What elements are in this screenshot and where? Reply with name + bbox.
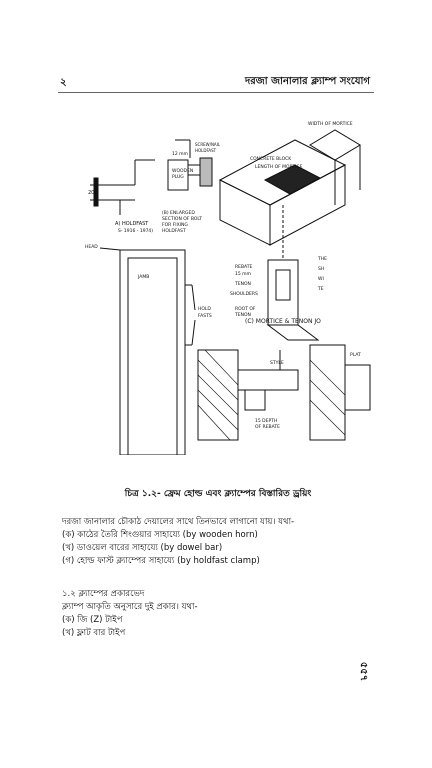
svg-text:(B) ENLARGED: (B) ENLARGED <box>162 211 195 216</box>
svg-text:ROOT OF: ROOT OF <box>235 307 256 312</box>
svg-text:WI: WI <box>318 277 324 282</box>
svg-text:15 DEPTH: 15 DEPTH <box>255 419 278 424</box>
svg-text:TENON: TENON <box>235 282 251 287</box>
svg-text:JAMB: JAMB <box>138 275 150 280</box>
body-text <box>62 516 382 640</box>
svg-text:200: 200 <box>88 190 98 196</box>
svg-text:THE: THE <box>318 257 327 262</box>
list-item: (খ) ডাওয়েল বারের সাহায্যে (by dowel bar) <box>62 543 223 553</box>
svg-text:12 mm: 12 mm <box>172 152 188 157</box>
svg-text:HOLD: HOLD <box>198 307 211 312</box>
footer-page-code: ৫৫৭ <box>357 661 369 682</box>
page-number: ২ <box>60 77 67 88</box>
svg-text:PLUG: PLUG <box>172 175 184 180</box>
svg-text:15 mm: 15 mm <box>235 272 251 277</box>
technical-figure <box>80 110 380 455</box>
list-item: (ক) কাঠের তৈরি শিংগুয়ার সাহায্যে (by wooden horn) <box>62 530 258 540</box>
svg-text:WIDTH OF MORTICE: WIDTH OF MORTICE <box>308 122 353 127</box>
holdfast-drawing <box>88 160 155 234</box>
list-item: (গ) হোল্ড ফাস্ট ক্ল্যাম্পের সাহায্যে (by holdfast clamp) <box>62 556 260 566</box>
svg-text:LENGTH OF MORTICE: LENGTH OF MORTICE <box>255 165 303 170</box>
figure-caption: চিত্র ১.২- ফ্রেম হোল্ড এবং ক্ল্যাম্পের বিস্তারিত ড্রয়িং <box>124 489 312 499</box>
svg-text:FASTS: FASTS <box>198 314 212 319</box>
svg-text:FOR FIXING: FOR FIXING <box>162 223 188 228</box>
svg-text:SHOULDERS: SHOULDERS <box>230 292 258 297</box>
svg-text:HOLDFAST: HOLDFAST <box>195 148 217 153</box>
svg-text:SECTION OF BOLT: SECTION OF BOLT <box>162 217 203 222</box>
svg-text:REBATE: REBATE <box>235 265 253 270</box>
type-item: (ক) জি (Z) টাইপ <box>62 615 123 625</box>
header-title: দরজা জানালার ক্ল্যাম্প সংযোগ <box>245 76 370 87</box>
svg-text:A) HOLDFAST: A) HOLDFAST <box>115 221 149 227</box>
svg-text:OF REBATE: OF REBATE <box>255 425 280 430</box>
svg-text:HEAD: HEAD <box>85 245 98 250</box>
svg-text:CONCRETE BLOCK: CONCRETE BLOCK <box>250 157 292 162</box>
svg-text:SCREW/NAIL: SCREW/NAIL <box>195 142 221 147</box>
svg-text:SH: SH <box>318 267 325 272</box>
door-frame-drawing <box>85 244 212 455</box>
type-item: (খ) ফ্লাট বার টাইপ <box>62 628 126 638</box>
section-details-drawing <box>198 345 370 440</box>
svg-text:STYLE: STYLE <box>270 361 284 366</box>
svg-text:(C) MORTICE & TENON JO: (C) MORTICE & TENON JO <box>245 318 321 325</box>
intro-line: দরজা জানালার চৌকাঠ দেয়ালের সাথে তিনভাবে লাগানো যায়। যথা- <box>62 517 295 527</box>
svg-text:WOODEN: WOODEN <box>172 169 194 174</box>
svg-text:TE: TE <box>318 287 324 292</box>
section-title: ১.২ ক্ল্যাম্পের প্রকারভেদ <box>62 589 145 599</box>
header-rule <box>58 92 374 93</box>
svg-text:TENON: TENON <box>235 313 251 318</box>
svg-text:S- 1916 - 1974): S- 1916 - 1974) <box>118 229 154 234</box>
svg-text:HOLDFAST: HOLDFAST <box>162 229 186 234</box>
enlarged-section-drawing <box>162 140 221 234</box>
section-intro: ক্ল্যাম্প আকৃতি অনুসারে দুই প্রকার। যথা- <box>62 602 198 612</box>
svg-text:PLAT: PLAT <box>350 353 361 358</box>
mortice-tenon-drawing <box>220 121 360 340</box>
